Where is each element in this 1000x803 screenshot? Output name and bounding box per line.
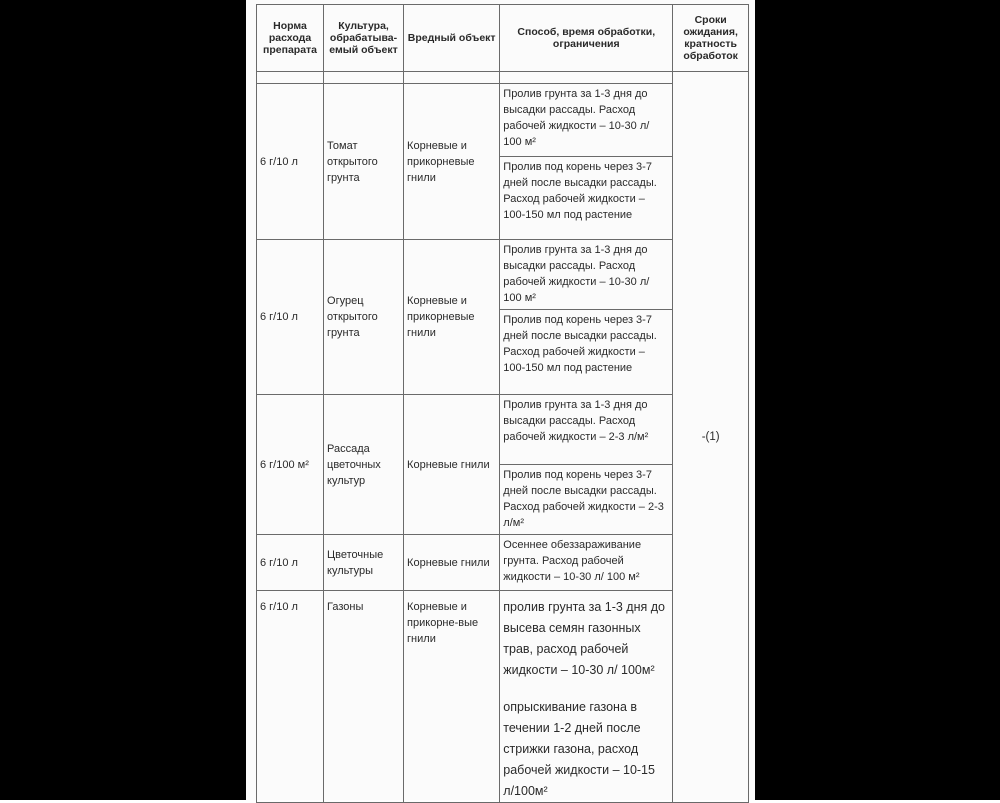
- method-cell: Пролив под корень через 3-7 дней после высадки рассады. Расход рабочей жидкости – 2-3 л/м²: [500, 465, 673, 535]
- culture-cell: Цветочные культуры: [324, 535, 404, 591]
- method-cell: Пролив грунта за 1-3 дня до высадки рассады. Расход рабочей жидкости – 2-3 л/м²: [500, 395, 673, 465]
- pest-cell: Корневые гнили: [404, 395, 500, 535]
- header-pest: Вредный объект: [404, 5, 500, 72]
- norm-cell: 6 г/10 л: [257, 591, 324, 803]
- method-cell: Осеннее обеззараживание грунта. Расход рабочей жидкости – 10-30 л/ 100 м²: [500, 535, 673, 591]
- header-culture: Культура, обрабатыва-емый объект: [324, 5, 404, 72]
- culture-cell: Рассада цветочных культур: [324, 395, 404, 535]
- treatment-table: [256, 4, 749, 803]
- right-black-border: [755, 0, 1000, 800]
- wait-period-cell: -(1): [673, 72, 749, 803]
- norm-cell: 6 г/10 л: [257, 535, 324, 591]
- norm-cell: 6 г/10 л: [257, 84, 324, 240]
- method-cell: Пролив грунта за 1-3 дня до высадки рассады. Расход рабочей жидкости – 10-30 л/ 100 м²: [500, 84, 673, 157]
- culture-cell: Огурец открытого грунта: [324, 240, 404, 395]
- norm-cell: 6 г/100 м²: [257, 395, 324, 535]
- culture-cell: Газоны: [324, 591, 404, 803]
- header-wait: Сроки ожидания, кратность обработок: [673, 5, 749, 72]
- header-norm: Норма расхода препарата: [257, 5, 324, 72]
- norm-cell: 6 г/10 л: [257, 240, 324, 395]
- left-black-border: [0, 0, 246, 800]
- pest-cell: Корневые и прикорневые гнили: [404, 84, 500, 240]
- spacer-row: [257, 72, 749, 84]
- pest-cell: Корневые гнили: [404, 535, 500, 591]
- method-cell: Пролив грунта за 1-3 дня до высадки рассады. Расход рабочей жидкости – 10-30 л/ 100 м²: [500, 240, 673, 310]
- method-cell: опрыскивание газона в течении 1-2 дней после стрижки газона, расход рабочей жидкости – 10-15 л/100м²: [500, 691, 673, 803]
- document-page: [246, 0, 755, 800]
- pest-cell: Корневые и прикорне-вые гнили: [404, 591, 500, 803]
- method-cell: Пролив под корень через 3-7 дней после высадки рассады. Расход рабочей жидкости – 100-150 мл под растение: [500, 310, 673, 395]
- method-cell: Пролив под корень через 3-7 дней после высадки рассады. Расход рабочей жидкости – 100-150 мл под растение: [500, 157, 673, 240]
- culture-cell: Томат открытого грунта: [324, 84, 404, 240]
- header-row: [257, 5, 749, 72]
- pest-cell: Корневые и прикорневые гнили: [404, 240, 500, 395]
- header-method: Способ, время обработки, ограничения: [500, 5, 673, 72]
- method-cell: пролив грунта за 1-3 дня до высева семян газонных трав, расход рабочей жидкости – 10-30 л/ 100м²: [500, 591, 673, 691]
